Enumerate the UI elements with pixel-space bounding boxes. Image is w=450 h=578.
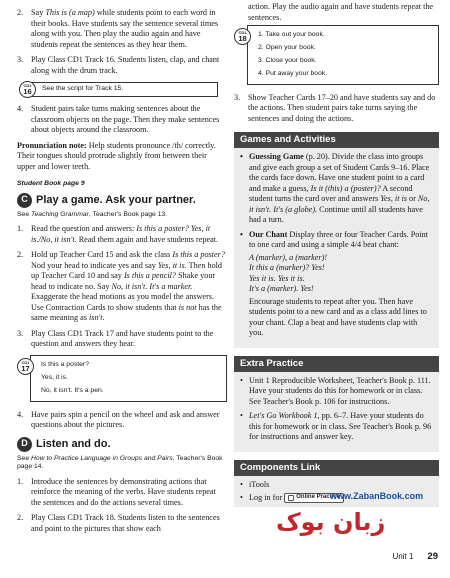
list-item: • Unit 1 Reproducible Worksheet, Teacher's Book p. 111. Have your students do this for homework or in class. See Teacher's Book p. 106 for instructions. (240, 375, 431, 406)
continued-text: action. Play the audio again and have students repeat the sentences. (248, 2, 434, 22)
online-practice-icon (288, 495, 294, 501)
cd-track-icon: CD1 16 (19, 81, 36, 98)
page-number: 29 (427, 551, 438, 562)
list-item: • Let's Go Workbook 1, pp. 6–7. Have your students do this for homework or in class. See Teacher's Book p. 96 for instructions and answer key. (240, 411, 432, 442)
student-book-page-label: Student Book page 9 (17, 180, 85, 187)
list-item: 1. Introduce the sentences by demonstrating actions that reinforce the meaning of the verbs. Have students repeat the sentences and do the actions several times. (17, 476, 216, 507)
section-letter-badge: C (17, 193, 32, 208)
watermark-logo: زبان بوک (276, 508, 386, 536)
list-item: 2. Say This is (a map) while students point to each word in their books. Have students say the sentence several times along with you. Then play the audio again and have students repeat the sentences as they hear them. (17, 8, 219, 49)
list-item: 1. Read the question and answers: Is this a poster? Yes, it is./No, it isn't. Read them again and have students repeat. (17, 224, 219, 244)
left-column (17, 8, 227, 539)
list-item: 3. Play Class CD1 Track 17 and have students point to the question and answers they hear. (17, 328, 214, 349)
cd-track-icon: CD1 18 (234, 28, 251, 45)
chant-lines: A (marker), a (marker)! It this a (marker)? Yes! Yes it is. Yes it is. It's a (marker). Yes! (249, 252, 328, 294)
section-letter-badge: D (17, 437, 32, 452)
section-title: Listen and do. (36, 438, 111, 451)
online-practice-button[interactable]: Online Practice (284, 493, 344, 503)
track-script: Is this a poster? Yes, it is. No, it isn't. It's a pen. (30, 355, 227, 402)
list-item: 2. Hold up Teacher Card 15 and ask the class Is this a poster? Nod your head to indicate yes and say Yes, it is. Then hold up Teacher Card 10 and say Is this a pencil? Shake your head to indicate no. Say No, it isn't. It's a marker. Exaggerate the head motions as you model the answers. Use Contraction Cards to show students that is not has the same meaning as isn't. (17, 250, 225, 323)
list-item: 4. Student pairs take turns making sentences about the classroom objects on the page. Then they make sentences about objects around the classroom. (17, 104, 220, 134)
panel-heading: Components Link (234, 460, 439, 476)
list-item: • Log in for Online Practice (240, 493, 433, 504)
list-item: 2. Play Class CD1 Track 18. Students listen to the sentences and point to the pictures that show each (17, 513, 220, 533)
numbered-list-top (17, 8, 227, 76)
pronunciation-note: Pronunciation note: Help students pronounce /th/ correctly. Their tongues should protrude slightly from between their upper and lower teeth. (17, 140, 216, 171)
see-reference: See How to Practice Language in Groups and Pairs, Teacher's Book page 14. (17, 454, 223, 471)
track-18-callout (234, 25, 439, 85)
track-16-callout (19, 81, 227, 98)
track-17-callout (17, 355, 227, 402)
section-title: Play a game. Ask your partner. (36, 194, 196, 207)
our-chant-item: • Our Chant Display three or four Teacher Cards. Point to one card and using a simple 4/4 beat chant: A (marker), a (marker)! It this a (marker)? Yes! Yes it is. Yes it is. It's a (marker). Yes! Encourage students to repeat after you. Then have students point to a new card and as a class add lines to your chant. Clap a beat and have students clap with you. (240, 230, 433, 339)
list-item: 4. Have pairs spin a pencil on the wheel and ask and answer questions about the pictures. (17, 409, 220, 430)
section-c-heading (17, 193, 227, 208)
section-d-list (17, 477, 227, 535)
watermark-url: www.ZabanBook.com (330, 491, 424, 501)
extra-practice-panel (234, 356, 439, 452)
track-note: See the script for Track 15. (32, 82, 218, 97)
page-footer (393, 551, 438, 563)
list-item: • iTools (240, 480, 270, 490)
see-reference: See Teaching Grammar, Teacher's Book page 13. (17, 210, 168, 218)
section-d-heading (17, 437, 227, 452)
section-c-list (17, 224, 227, 350)
unit-label: Unit 1 (392, 551, 414, 561)
games-activities-panel (234, 132, 439, 348)
track-script: 1. Take out your book. 2. Open your book. 3. Close your book. 4. Put away your book. (247, 25, 439, 85)
guessing-game-item: • Guessing Game (p. 20). Divide the class into groups and give each group a set of Student Cards 9–16. Place the cards face down. Have one student point to a card and make a guess, Is it (this) a (poster)? A second student turns the card over and answers Yes, it is or No, it isn't. It's (a globe). Continue until all students have had a turn. (240, 152, 430, 225)
cd-track-icon: CD1 17 (17, 358, 34, 375)
panel-heading: Games and Activities (234, 132, 439, 148)
list-item: 3. Play Class CD1 Track 16. Students listen, clap, and chant along with the drum track. (17, 55, 220, 75)
panel-heading: Extra Practice (234, 356, 439, 372)
right-column (234, 2, 439, 507)
list-item: 3. Show Teacher Cards 17–20 and have students say and do the actions. Then student pairs take turns saying the sentences and doing the actions. (234, 92, 436, 123)
